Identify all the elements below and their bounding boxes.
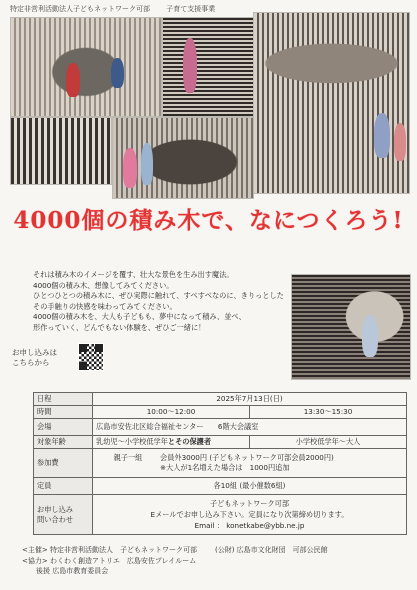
support-value: 広島市教育委員会 bbox=[52, 567, 109, 575]
host-1: 特定非営利活動法人 子どもネットワーク可部 bbox=[49, 546, 197, 554]
intro-line: その手触りの快感を味わってみてください。 bbox=[33, 301, 177, 311]
photo-block-dome bbox=[112, 117, 254, 199]
apply-label bbox=[34, 495, 93, 535]
apply-line1: 子どもネットワーク可部 bbox=[209, 499, 290, 508]
coop-label: <協力> bbox=[22, 556, 48, 565]
time-afternoon: 13:30～15:30 bbox=[250, 406, 407, 419]
table-row bbox=[34, 406, 407, 419]
photo-block-arch bbox=[291, 274, 411, 380]
venue-label: 会場 bbox=[34, 419, 93, 436]
table-row bbox=[34, 419, 407, 436]
table-row bbox=[34, 495, 407, 535]
table-row bbox=[34, 436, 407, 449]
age-group-1b: とその保護者 bbox=[167, 437, 212, 446]
age-group-1 bbox=[93, 436, 250, 449]
header-project: 子育て支援事業 bbox=[166, 5, 216, 13]
qr-label-line2: こちらから bbox=[12, 358, 50, 367]
date-label: 日程 bbox=[34, 393, 93, 406]
intro-line: 4000個の積み木、想像してみてください。 bbox=[33, 280, 174, 290]
time-morning: 10:00～12:00 bbox=[93, 406, 250, 419]
fee-line2: ※大人が1名増えた場合は 1000円追加 bbox=[160, 463, 290, 472]
page-title: 4000個の積み木で、なにつくろう! bbox=[13, 207, 404, 234]
photo-block-tower bbox=[162, 17, 254, 117]
support-label: 後援 bbox=[36, 567, 50, 575]
photo-children-building-wall bbox=[10, 17, 162, 117]
fee-line1: 会員外3000円 (子どもネットワーク可部会員2000円) bbox=[160, 453, 334, 462]
age-group-2: 小学校低学年～大人 bbox=[250, 436, 407, 449]
qr-label-line1: お申し込みは bbox=[12, 348, 57, 357]
photo-block-maze bbox=[10, 117, 112, 185]
apply-label-1: お申し込み bbox=[37, 504, 73, 514]
host-label: <主催> bbox=[22, 546, 48, 554]
qr-code-icon[interactable] bbox=[78, 343, 104, 371]
qr-label bbox=[12, 348, 57, 368]
host-2: (公財) 広島市文化財団 可部公民館 bbox=[214, 546, 328, 554]
email-link[interactable]: Email ： konetkabe@ybb.ne.jp bbox=[194, 521, 305, 530]
capacity-label: 定員 bbox=[34, 478, 93, 495]
intro-line: それは積み木のイメージを覆す、壮大な景色を生み出す魔法。 bbox=[33, 270, 234, 279]
table-row bbox=[34, 393, 407, 406]
age-group-1a: 乳幼児～小学校低学年 bbox=[96, 437, 168, 446]
intro-text bbox=[33, 270, 293, 333]
footer bbox=[22, 545, 328, 577]
header bbox=[10, 4, 229, 14]
age-label: 対象年齢 bbox=[34, 436, 93, 449]
event-info-table bbox=[33, 392, 407, 535]
fee-label: 参加費 bbox=[34, 449, 93, 478]
apply-label-2: 問い合わせ bbox=[37, 514, 73, 524]
date-value: 2025年7月13日(日) bbox=[93, 393, 407, 406]
photo-large-block-tower bbox=[253, 12, 410, 194]
apply-value bbox=[93, 495, 407, 535]
apply-line2: Eメールでお申し込み下さい。定員になり次第締め切ります。 bbox=[150, 510, 349, 519]
table-row bbox=[34, 449, 407, 478]
intro-line: ひとつひとつの積み木に、ぜひ実際に触れて、すべすべなのに、きりっとした bbox=[33, 291, 284, 300]
intro-line: 4000個の積み木を、大人も子どもも、夢中になって積み、並べ、 bbox=[33, 312, 246, 321]
time-label: 時間 bbox=[34, 406, 93, 419]
fee-value bbox=[93, 449, 407, 478]
fee-type: 親子一組 bbox=[113, 453, 143, 462]
intro-line: 形作っていく、どんでもない体験を、ぜひご一緒に！ bbox=[33, 322, 206, 332]
capacity-value: 各10組 (最小催数6組) bbox=[93, 478, 407, 495]
header-org: 特定非営利活動法人子どもネットワーク可部 bbox=[10, 5, 150, 13]
venue-value: 広島市安佐北区総合福祉センター 6階大会議室 bbox=[93, 419, 407, 436]
coop-value: わくわく創造アトリエ 広島安佐プレイルーム bbox=[49, 556, 197, 565]
table-row bbox=[34, 478, 407, 495]
